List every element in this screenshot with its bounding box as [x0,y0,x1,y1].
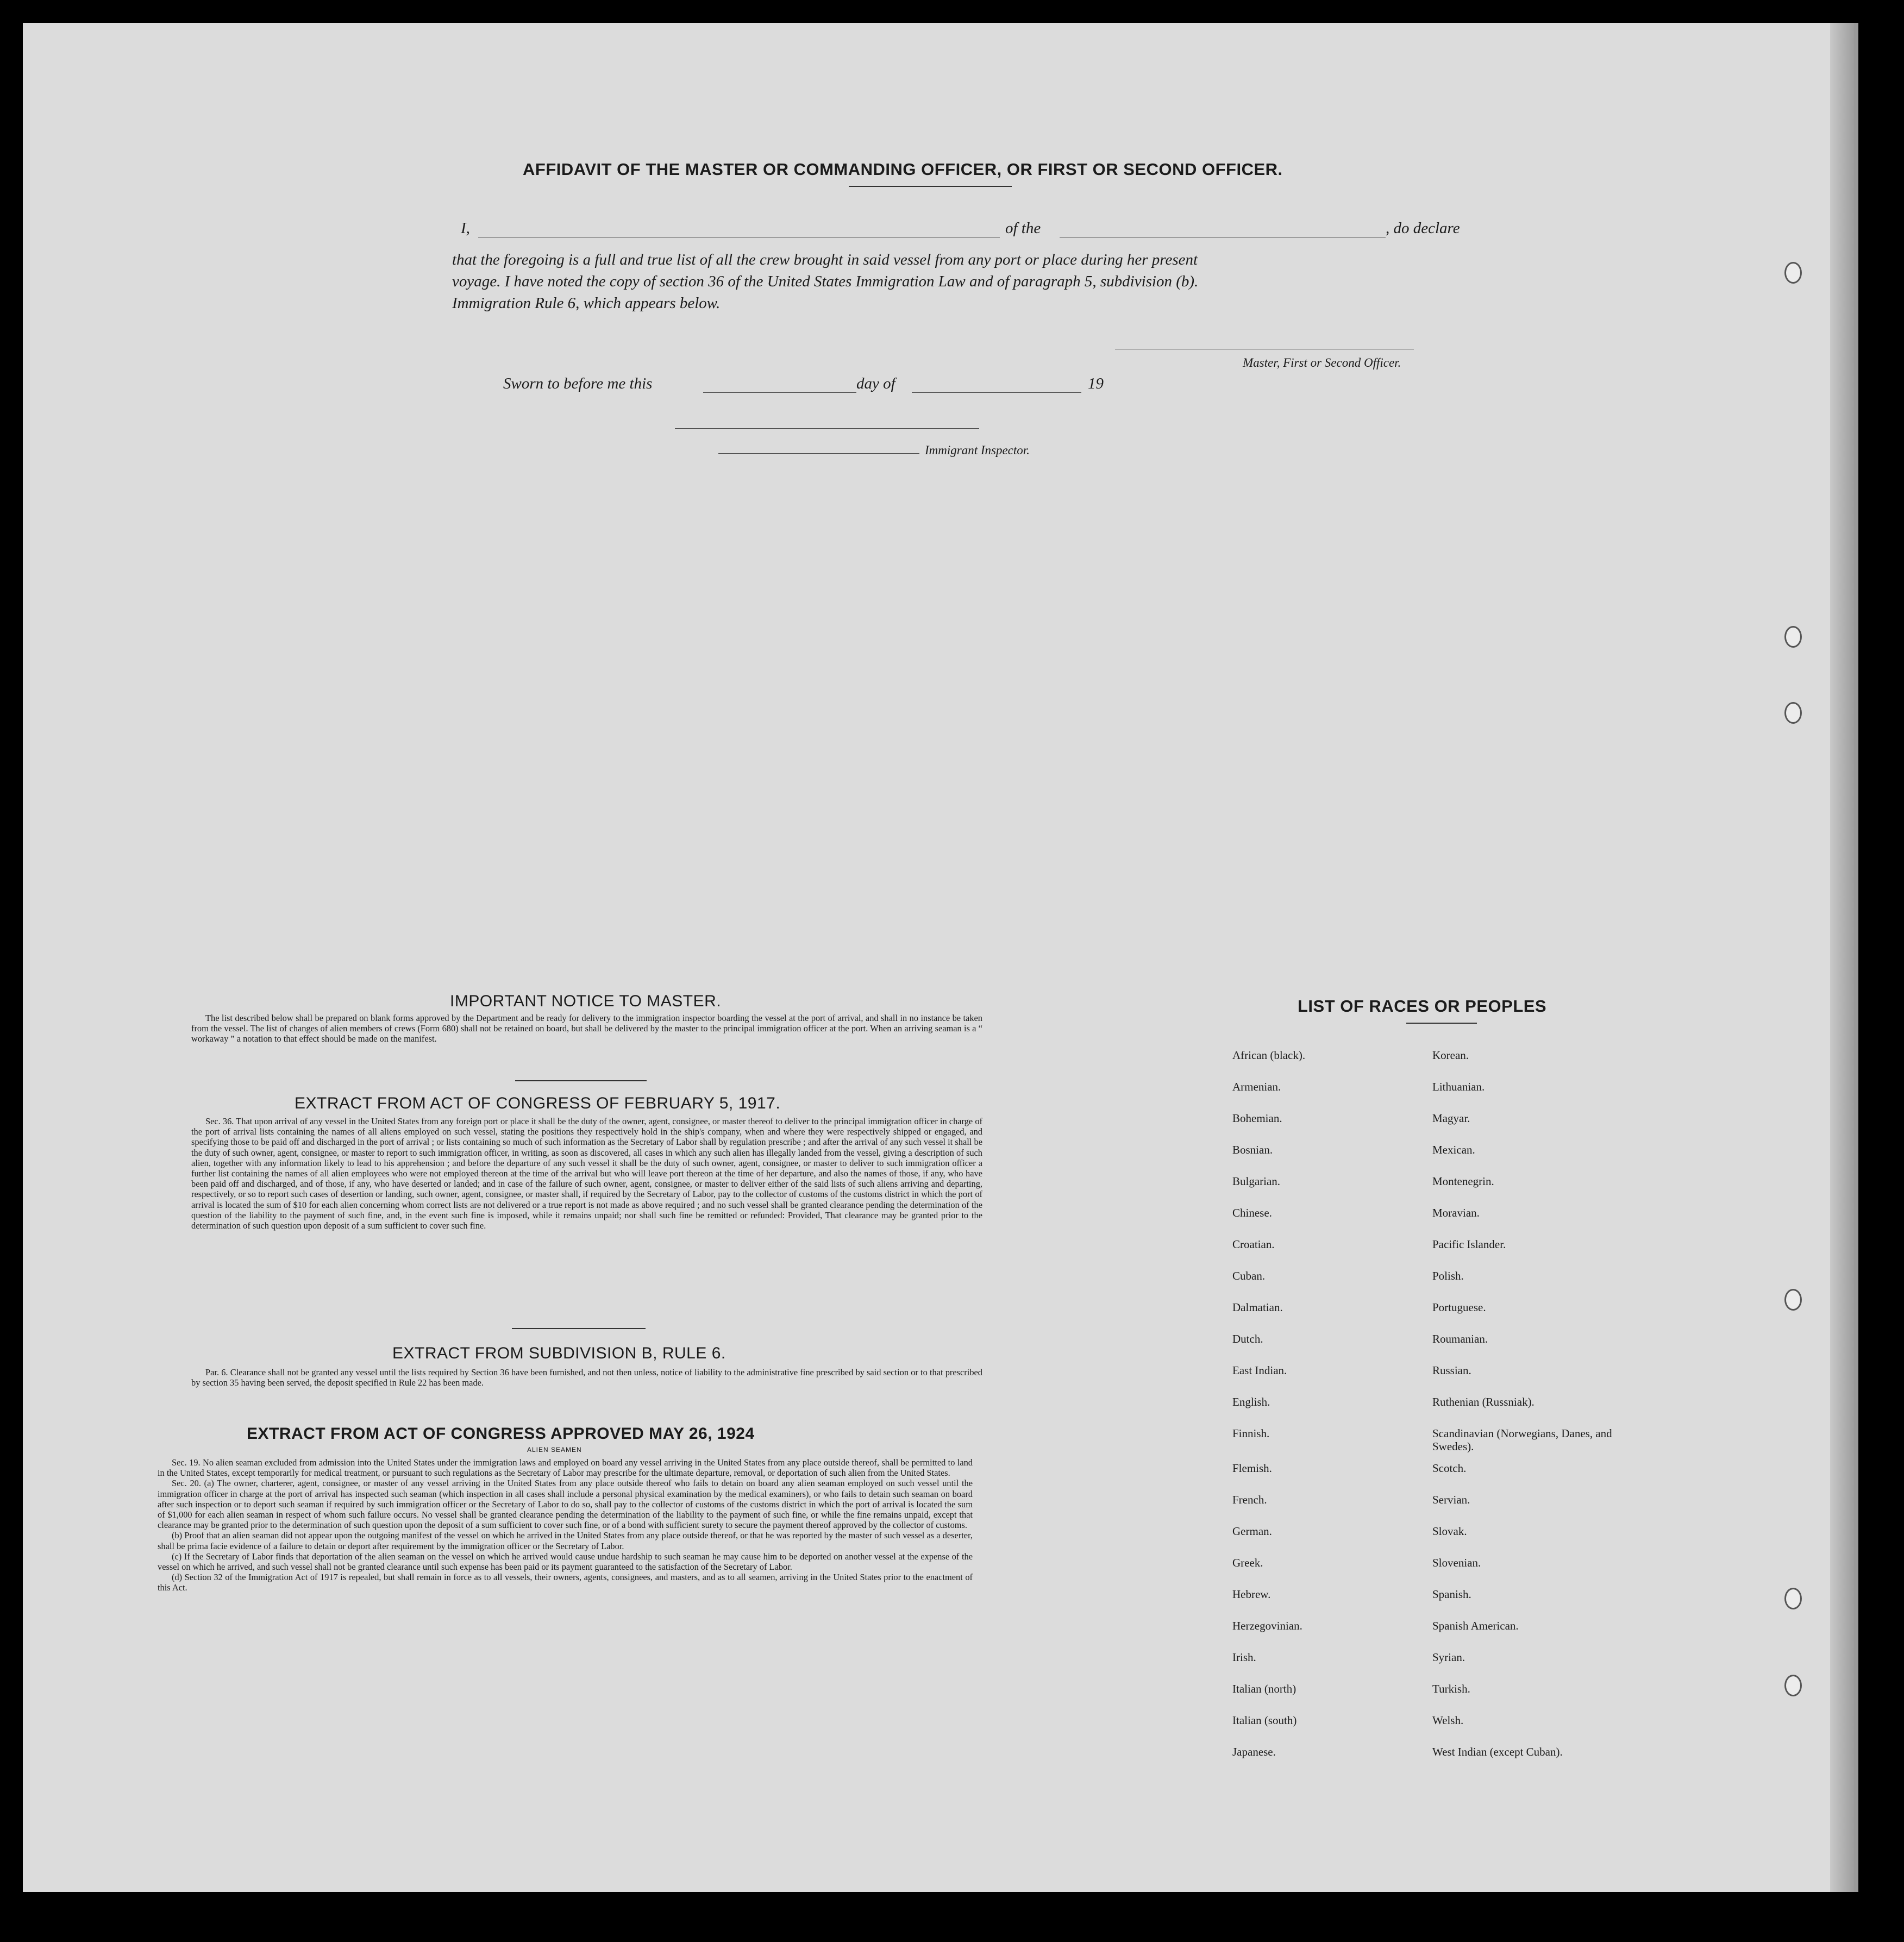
affidavit-of-the: of the [1005,220,1041,237]
binder-hole-icon [1784,1675,1802,1696]
race-item: Irish. [1232,1651,1256,1664]
sworn-date-line [703,392,856,393]
extract-1924-paragraph: (d) Section 32 of the Immigration Act of 1917 is repealed, but shall remain in force as to all vessels, their owners, agents, consignees, and masters, and as to all seamen, arriving in the United States prior to the enactment of this Act. [158,1572,973,1593]
extract-1924-text [158,1457,973,1593]
affidavit-declare: , do declare [1386,220,1460,237]
race-item: Flemish. [1232,1462,1272,1475]
notice-paragraph: The list described below shall be prepared on blank forms approved by the Department and be ready for delivery to the immigration inspector boarding the vessel at the port of arrival, and shall in no instance be taken from the vessel. The list of changes of alien members of crews (Form 680) shall not be retained on board, but shall be delivered by the master to the principal immigration officer at the port. When an arriving seaman is a “ workaway ” a notation to that effect should be made on the manifest. [191,1013,982,1044]
race-item: Servian. [1432,1493,1470,1506]
affidavit-title: AFFIDAVIT OF THE MASTER OR COMMANDING OFFICER, OR FIRST OR SECOND OFFICER. [523,160,1283,179]
race-item: Welsh. [1432,1714,1464,1727]
race-item: Roumanian. [1432,1332,1488,1345]
affidavit-title-rule [849,186,1012,187]
race-item: Bohemian. [1232,1112,1282,1125]
binder-hole-icon [1784,262,1802,284]
race-item: Italian (north) [1232,1682,1297,1695]
race-item: Syrian. [1432,1651,1465,1664]
race-item: Chinese. [1232,1206,1272,1219]
race-item: Slovak. [1432,1525,1467,1538]
race-item: Lithuanian. [1432,1080,1485,1093]
race-item: Bulgarian. [1232,1175,1281,1188]
race-item: Croatian. [1232,1238,1275,1251]
race-item: Slovenian. [1432,1556,1481,1569]
binder-hole-icon [1784,1588,1802,1609]
race-item: Scandinavian (Norwegians, Danes, and Swedes). [1432,1427,1612,1453]
race-item: Moravian. [1432,1206,1480,1219]
master-caption: Master, First or Second Officer. [1243,356,1401,369]
notice-rule [515,1080,647,1081]
subdivision-text [191,1367,982,1388]
race-item: Herzegovinian. [1232,1619,1302,1632]
race-item: Finnish. [1232,1427,1270,1440]
race-item: German. [1232,1525,1272,1538]
race-item: Magyar. [1432,1112,1470,1125]
race-item: Pacific Islander. [1432,1238,1506,1251]
affidavit-i: I, [461,220,470,237]
affidavit-line-2: that the foregoing is a full and true list of all the crew brought in said vessel from any port or place during her present [452,251,1198,268]
subdivision-paragraph: Par. 6. Clearance shall not be granted any vessel until the lists required by Section 36 have been furnished, and not then unless, notice of liability to the administrative fine prescribed by said section or to that prescribed by section 35 having been served, the deposit specified in Rule 22 has been made. [191,1367,982,1388]
document-page [23,23,1858,1892]
race-item: Korean. [1432,1049,1469,1062]
binder-hole-icon [1784,1289,1802,1311]
sworn-year: 19 [1088,375,1104,392]
race-item: Polish. [1432,1269,1464,1282]
extract-1924-paragraph: (b) Proof that an alien seaman did not appear upon the outgoing manifest of the vessel on which he arrived in the United States from any place outside thereof, or that he was reported by the master of such vessel as a deserter, shall be prima facie evidence of a failure to detain or deport after requirement by the immigration officer or the Secretary of Labor. [158,1530,973,1551]
extract-1924-paragraph: Sec. 19. No alien seaman excluded from admission into the United States under the immigration laws and employed on board any vessel arriving in the United States from any place outside thereof, shall be permitted to land in the United States, except temporarily for medical treatment, or pursuant to such regulations as the Secretary of Labor may prescribe for the ultimate departure, removal, or deportation of such alien from the United States. [158,1457,973,1479]
page-edge-strip [1830,23,1854,1892]
race-item: Spanish. [1432,1588,1471,1601]
race-item: Montenegrin. [1432,1175,1494,1188]
race-item: Italian (south) [1232,1714,1297,1727]
race-item: Spanish American. [1432,1619,1519,1632]
race-item: Mexican. [1432,1143,1475,1156]
races-title: LIST OF RACES OR PEOPLES [1298,997,1547,1016]
extract-1917-paragraph: Sec. 36. That upon arrival of any vessel in the United States from any foreign port or place it shall be the duty of the owner, agent, consignee, or master thereof to deliver to the principal immigration officer in charge of the port of arrival lists containing the names of all aliens employed on such vessel, stating the positions they respectively hold in the ship's company, when and where they were respectively shipped or engaged, and specifying those to be paid off and discharged in the port of arrival ; or lists containing so much of such information as the Secretary of Labor shall by regulation prescribe ; and after the arrival of any such vessel it shall be the duty of such owner, agent, consignee, or master to report to such immigration officer, in writing, as soon as discovered, all cases in which any such alien has illegally landed from the vessel, giving a description of such alien, together with any information likely to lead to his apprehension ; and before the departure of any such vessel it shall be the duty of such owner, agent, consignee, or master to deliver to such immigration officer a further list containing the names of all alien employees who were not employed thereon at the time of the arrival but who will leave port thereon at the time of her departure, and also the names of those, if any, who have been paid off and discharged, and of those, if any, who have deserted or landed; and in case of the failure of such owner, agent, consignee, or master to deliver either of the said lists of such aliens arriving and departing, respectively, or so to report such cases of desertion or landing, such owner, agent, consignee, or master shall, if required by the Secretary of Labor, pay to the collector of customs of the customs district in which the port of arrival is located the sum of $10 for each alien concerning whom correct lists are not delivered or a true report is not made as above required ; and no such vessel shall be granted clearance pending the determination of the question of the liability to the payment of such fine, and, in the event such fine is imposed, while it remains unpaid; nor shall such fine be remitted or refunded: Provided, That clearance may be granted prior to the determination of such question upon deposit of a sum sufficient to cover such fine. [191,1116,982,1231]
race-item: Scotch. [1432,1462,1467,1475]
extract-1917-rule [512,1328,646,1329]
extract-1924-title: EXTRACT FROM ACT OF CONGRESS APPROVED MAY 26, 1924 [247,1425,755,1443]
race-item: Dutch. [1232,1332,1263,1345]
race-item: Armenian. [1232,1080,1281,1093]
sworn-month-line [912,392,1081,393]
extract-1917-text [191,1116,982,1231]
extract-1924-subtitle: ALIEN SEAMEN [527,1446,582,1454]
affidavit-line-3: voyage. I have noted the copy of section 36 of the United States Immigration Law and of paragraph 5, subdivision (b). [452,273,1199,290]
race-item: French. [1232,1493,1267,1506]
sworn-day-of: day of [856,375,895,392]
race-item: Turkish. [1432,1682,1470,1695]
race-item: East Indian. [1232,1364,1287,1377]
races-title-rule [1406,1023,1477,1024]
extract-1917-title: EXTRACT FROM ACT OF CONGRESS OF FEBRUARY 5, 1917. [295,1094,781,1112]
extract-1924-paragraph: (c) If the Secretary of Labor finds that deportation of the alien seaman on the vessel on which he arrived would cause undue hardship to such seaman he may cause him to be deported on another vessel at the expense of the vessel on which he arrived, and such vessel shall not be granted clearance until such expense has been paid or its payment guaranteed to the satisfaction of the Secretary of Labor. [158,1551,973,1573]
race-item: Cuban. [1232,1269,1266,1282]
race-item: English. [1232,1395,1270,1408]
race-item: Hebrew. [1232,1588,1271,1601]
race-item: Greek. [1232,1556,1263,1569]
extract-1924-paragraph: Sec. 20. (a) The owner, charterer, agent, consignee, or master of any vessel arriving in the United States from any place outside thereof who fails to detain on board any alien seaman employed on such vessel until the immigration officer in charge at the port of arrival has inspected such seaman (which inspection in all cases shall include a personal physical examination by the medical examiners), or who fails to detain such seaman on board after such inspection or to deport such seaman if required by such immigration officer or the Secretary of Labor to do so, shall pay to the collector of customs of the customs district in which the port of arrival is located the sum of $1,000 for each alien seaman in respect of whom such failure occurs. No vessel shall be granted clearance pending the determination of the liability to the payment of such fine, or while the fine remains unpaid, except that clearance may be granted prior to the determination of such question upon the deposit of a sum sufficient to cover such fine, or of a bond with sufficient surety to secure the payment thereof approved by the collector of customs. [158,1478,973,1531]
race-item: West Indian (except Cuban). [1432,1745,1563,1758]
race-item: Ruthenian (Russniak). [1432,1395,1535,1408]
notice-title: IMPORTANT NOTICE TO MASTER. [450,992,722,1010]
race-item: Japanese. [1232,1745,1276,1758]
inspector-line-upper [675,428,979,429]
sworn-prefix: Sworn to before me this [503,375,653,392]
notice-text [191,1013,982,1044]
race-item: Portuguese. [1432,1301,1486,1314]
race-item: Russian. [1432,1364,1471,1377]
race-item: Bosnian. [1232,1143,1273,1156]
affidavit-line-4: Immigration Rule 6, which appears below. [452,295,721,312]
inspector-caption: Immigrant Inspector. [925,443,1030,457]
race-item: African (black). [1232,1049,1306,1062]
race-item: Dalmatian. [1232,1301,1283,1314]
subdivision-title: EXTRACT FROM SUBDIVISION B, RULE 6. [392,1344,726,1362]
binder-hole-icon [1784,626,1802,648]
binder-hole-icon [1784,702,1802,724]
inspector-signature-line [718,453,919,454]
